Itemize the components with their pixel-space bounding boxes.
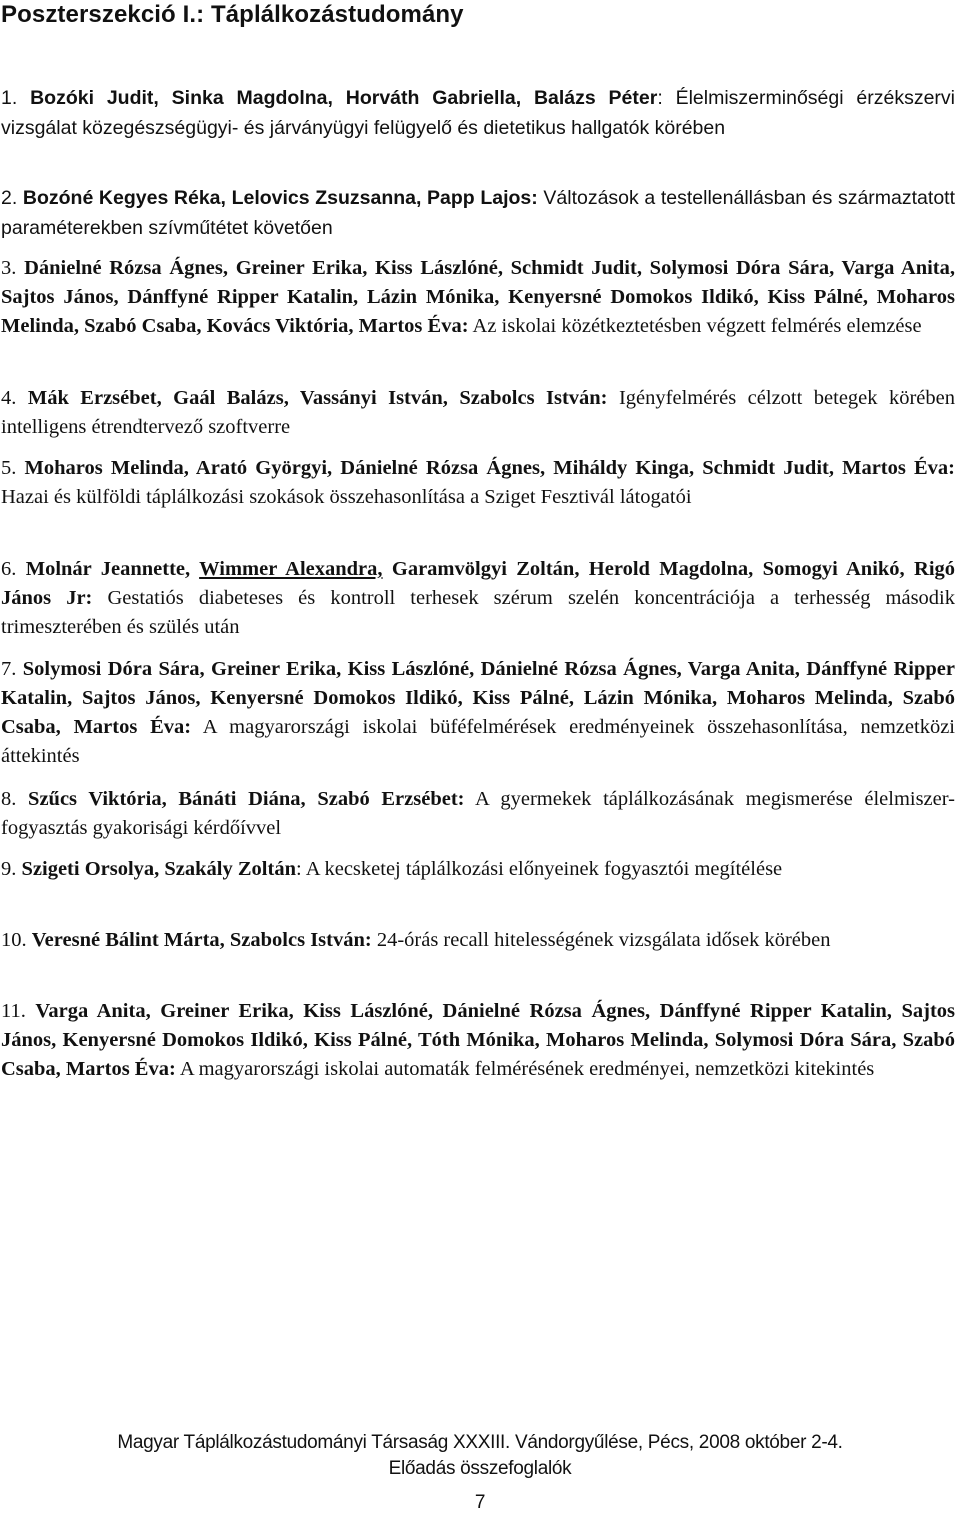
entry-separator bbox=[191, 716, 203, 738]
entry-title: Az iskolai közétkeztetésben végzett felmérés elemzése bbox=[472, 315, 922, 337]
entry-separator bbox=[464, 788, 475, 810]
poster-entry-5 bbox=[1, 454, 955, 512]
entry-number: 9. bbox=[1, 858, 22, 880]
entry-title: A gyermekek táplálkozásának megismerése élelmiszer-fogyasztás gyakorisági kérdőívvel bbox=[1, 788, 955, 839]
poster-entry-6 bbox=[1, 555, 955, 642]
entry-separator: : bbox=[295, 858, 306, 880]
entry-authors: Mák Erzsébet, Gaál Balázs, Vassányi István, Szabolcs István: bbox=[27, 387, 608, 409]
entry-number: 10. bbox=[1, 929, 32, 951]
entry-title: A kecsketej táplálkozási előnyeinek fogyasztói megítélése bbox=[305, 858, 783, 880]
entry-number: 7. bbox=[1, 658, 23, 680]
poster-entry-1 bbox=[1, 84, 955, 143]
poster-entry-3 bbox=[1, 254, 955, 341]
poster-entry-2 bbox=[1, 184, 955, 243]
entry-separator: : bbox=[657, 87, 676, 109]
entry-number: 5. bbox=[1, 457, 25, 479]
entry-authors: Solymosi Dóra Sára, Greiner Erika, Kiss Lászlóné, Dánielné Rózsa Ágnes, Varga Anita, Dánffyné Ripper Katalin, Sajtos János, Kenyersné Domokos Ildikó, Kiss Pálné, Lázin Mónika, Moharos Melinda, Szabó Csaba, Martos Éva: bbox=[1, 658, 956, 738]
entry-separator bbox=[608, 387, 619, 409]
poster-entry-7 bbox=[1, 655, 955, 771]
entry-title: Gestatiós diabeteses és kontroll terhesek szérum szelén koncentrációja a terhesség második trimeszterében és szülés után bbox=[1, 587, 955, 638]
entry-title: Igényfelmérés célzott betegek körében intelligens étrendtervező szoftverre bbox=[1, 387, 956, 438]
entry-number: 3. bbox=[1, 257, 25, 279]
entry-authors: Bozóki Judit, Sinka Magdolna, Horváth Gabriella, Balázs Péter bbox=[30, 87, 658, 109]
entry-author-underlined: Wimmer Alexandra, bbox=[199, 558, 383, 580]
entry-title: 24-órás recall hitelességének vizsgálata idősek körében bbox=[376, 929, 831, 951]
entry-number: 2. bbox=[1, 187, 23, 209]
entry-authors-post: Garamvölgyi Zoltán, Herold Magdolna, Somogyi Anikó, Rigó János Jr: bbox=[1, 558, 956, 609]
entry-title: Változások a testellenállásban és származtatott paraméterekben szívműtétet követően bbox=[1, 187, 956, 239]
entry-number: 6. bbox=[1, 558, 26, 580]
entry-authors: Varga Anita, Greiner Erika, Kiss Lászlóné, Dánielné Rózsa Ágnes, Dánffyné Ripper Katalin, Sajtos János, Kenyersné Domokos Ildikó, Kiss Pálné, Tóth Mónika, Moharos Melinda, Solymosi Dóra Sára, Szabó Csaba, Martos Éva: bbox=[1, 1000, 956, 1080]
section-title: Poszterszekció I.: Táplálkozástudomány bbox=[1, 1, 464, 28]
entry-title: Hazai és külföldi táplálkozási szokások összehasonlítása a Sziget Fesztivál látogatói bbox=[1, 486, 692, 508]
footer-subtitle: Előadás összefoglalók bbox=[388, 1458, 572, 1479]
poster-entry-11 bbox=[1, 997, 955, 1084]
footer-conference-line: Magyar Táplálkozástudományi Társaság XXXIII. Vándorgyűlése, Pécs, 2008 október 2-4. bbox=[117, 1432, 843, 1453]
entry-authors: Szigeti Orsolya, Szakály Zoltán bbox=[21, 858, 296, 880]
entry-title: A magyarországi iskolai automaták felmérésének eredményei, nemzetközi kitekintés bbox=[179, 1058, 875, 1080]
entry-title: Élelmiszerminőségi érzékszervi vizsgálat közegészségügyi- és járványügyi felügyelő és dietetikus hallgatók körében bbox=[1, 87, 955, 139]
entry-number: 8. bbox=[1, 788, 29, 810]
poster-entry-9 bbox=[1, 855, 955, 884]
poster-entry-10 bbox=[1, 926, 955, 955]
entry-authors: Dánielné Rózsa Ágnes, Greiner Erika, Kiss Lászlóné, Schmidt Judit, Solymosi Dóra Sára, Varga Anita, Sajtos János, Dánffyné Ripper Katalin, Lázin Mónika, Kenyersné Domokos Ildikó, Kiss Pálné, Moharos Melinda, Szabó Csaba, Kovács Viktória, Martos Éva: bbox=[1, 257, 955, 337]
entry-authors: Moharos Melinda, Arató Györgyi, Dánielné Rózsa Ágnes, Miháldy Kinga, Schmidt Judit, Martos Éva: bbox=[24, 457, 956, 479]
entry-title: A magyarországi iskolai büféfelmérések eredményeinek összehasonlítása, nemzetközi áttekintés bbox=[1, 716, 955, 767]
entry-number: 1. bbox=[1, 87, 31, 109]
entry-authors: Bozóné Kegyes Réka, Lelovics Zsuzsanna, Papp Lajos: bbox=[22, 187, 538, 209]
poster-entry-4 bbox=[1, 384, 955, 442]
entry-number: 11. bbox=[1, 1000, 36, 1022]
entry-separator bbox=[92, 587, 107, 609]
entry-authors: Veresné Bálint Márta, Szabolcs István: bbox=[31, 929, 372, 951]
entry-authors-pre: Molnár Jeannette, bbox=[25, 558, 200, 580]
poster-entry-8 bbox=[1, 785, 955, 843]
entry-authors: Szűcs Viktória, Bánáti Diána, Szabó Erzsébet: bbox=[28, 788, 465, 810]
entry-number: 4. bbox=[1, 387, 28, 409]
page-number: 7 bbox=[474, 1492, 486, 1513]
